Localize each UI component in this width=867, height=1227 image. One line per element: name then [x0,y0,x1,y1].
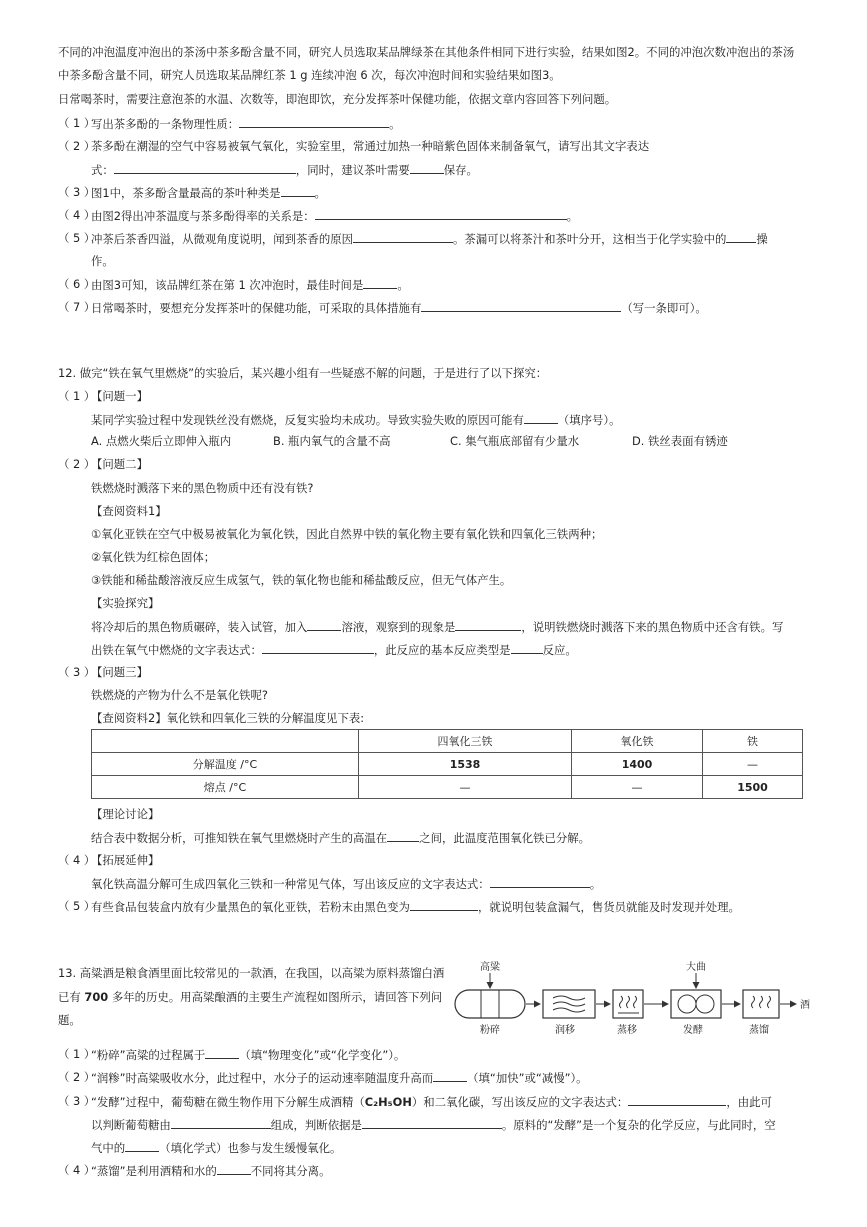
exp-text-f: 反应。 [542,643,577,657]
steaming-icon [613,990,643,1018]
table-header-cell: 铁 [703,730,803,753]
q13-2-text: “润糁”时高粱吸收水分，此过程中，水分子的运动速率随温度升高而 [91,1071,434,1085]
answer-blank[interactable] [125,1139,159,1152]
q13-1-text: “粉碎”高粱的过程属于 [91,1048,206,1062]
table-header-cell: 氧化铁 [572,730,703,753]
q13-line-3: 题。 [58,1013,81,1027]
q13-1 [91,1046,405,1063]
q12-4-tail: 。 [589,877,602,891]
q13-3-text-e: 组成，判断依据是 [270,1118,362,1132]
flow-step-label: 润移 [555,1025,575,1036]
exp-text-c: ，说明铁燃烧时溅落下来的黑色物质中还含有铁。写 [521,620,784,634]
q12-3-heading: 【问题三】 [91,665,148,679]
q11-2-line-1: 茶多酚在潮湿的空气中容易被氧气氧化，实验室里，常通过加热一种暗紫色固体来制备氧气，请写出其文字表达 [91,139,650,153]
q13-2 [91,1069,588,1086]
ref2-heading: 【查阅资料2】氧化铁和四氧化三铁的分解温度见下表: [91,711,365,725]
table-cell: 1538 [359,753,572,776]
q12-1-tail: （填序号）。 [557,413,621,427]
q13-text: 已有 [58,990,81,1004]
theory-text-b: 之间，此温度范围氧化铁已分解。 [419,831,591,845]
q12-3-question: 铁燃烧的产物为什么不是氧化铁呢? [91,688,268,702]
option-d: D. 铁丝表面有锈迹 [632,434,728,448]
q11-2-tail: 保存。 [443,163,478,177]
q11-7-tail: （写一条即可）。 [621,301,707,315]
answer-blank[interactable] [114,161,296,174]
q13-3-text: “发酵”过程中，葡萄糖在微生物作用下分解生成酒精（ [91,1095,365,1109]
flow-step-label: 粉碎 [480,1025,500,1036]
flow-output-jiu: 酒 [800,1000,810,1011]
flow-step-label: 蒸馏 [749,1025,769,1036]
q11-5-tail: 操 [756,232,768,246]
answer-blank[interactable] [490,875,590,888]
theory-text-a: 结合表中数据分析，可推知铁在氧气里燃烧时产生的高温在 [91,831,388,845]
ref1-item-3: ③铁能和稀盐酸溶液反应生成氢气，铁的氧化物也能和稀盐酸反应，但无气体产生。 [91,573,512,587]
theory-heading: 【理论讨论】 [91,807,160,821]
production-flow-diagram [453,960,853,1038]
exp-text-a: 将冷却后的黑色物质碾碎，装入试管，加入 [91,620,308,634]
q12-5-number: （ 5 ） [58,899,96,913]
q11-3 [91,184,326,201]
q11-6-tail: 。 [397,278,409,292]
q11-1-text: 写出茶多酚的一条物理性质： [91,117,240,131]
answer-blank[interactable] [421,299,621,312]
decomposition-table [91,729,803,799]
q11-4-text: 由图2得出冲茶温度与茶多酚得率的关系是： [91,209,315,223]
answer-blank[interactable] [410,161,444,174]
table-cell: 1400 [572,753,703,776]
q12-4-text-a: 氧化铁高温分解可生成四氧化三铁和一种常见气体，写出该反应的文字表达式： [91,877,490,891]
q13-3-text-c: ，由此可 [726,1095,772,1109]
q13-3-line-3 [91,1139,341,1156]
q11-2-text: 式： [91,163,114,177]
answer-blank[interactable] [628,1093,726,1106]
q11-2-text-b: ，同时，建议茶叶需要 [295,163,410,177]
q11-6-number: （ 6 ） [58,277,96,291]
q11-5-line-1 [91,230,768,247]
flow-input-daqu: 大曲 [686,962,706,973]
q13-3-line-2 [91,1116,776,1133]
q11-4-tail: 。 [566,209,579,223]
distillation-icon [743,990,779,1018]
ref1-item-2: ②氧化铁为红棕色固体； [91,550,216,564]
q12-2-question: 铁燃烧时溅落下来的黑色物质中还有没有铁? [91,481,314,495]
theory-text [91,829,590,846]
q13-3-number: （ 3 ） [58,1094,96,1108]
q11-1-tail: 。 [389,117,401,131]
option-b: B. 瓶内氧气的含量不高 [273,434,391,448]
q11-3-number: （ 3 ） [58,185,96,199]
q12-5-text [91,898,740,915]
answer-blank[interactable] [433,1069,467,1082]
q13-line-2 [58,989,442,1005]
intro-line-2: 中茶多酚含量不同，研究人员选取某品牌红茶 1 g 连续冲泡 6 次，每次冲泡时间和实验结果如图3。 [58,68,561,82]
q11-6 [91,276,409,293]
q11-3-text: 图1中，茶多酚含量最高的茶叶种类是 [91,186,281,200]
q11-4-number: （ 4 ） [58,208,96,222]
answer-blank[interactable] [362,1116,502,1129]
answer-blank[interactable] [511,641,543,654]
answer-blank[interactable] [455,618,521,631]
exp-text-d: 出铁在氧气中燃烧的文字表达式： [91,643,262,657]
flow-step-label: 蒸移 [617,1025,637,1036]
answer-blank[interactable] [239,115,389,128]
q13-4-tail: 不同将其分离。 [250,1164,331,1178]
answer-blank[interactable] [353,230,453,243]
q11-1-number: （ 1 ） [58,116,96,130]
table-header-row [92,730,803,753]
q13-1-number: （ 1 ） [58,1047,96,1061]
answer-blank[interactable] [387,829,419,842]
q11-5-line-2: 作。 [91,254,114,268]
q11-7 [91,299,707,316]
q12-2-heading: 【问题二】 [91,457,148,471]
experiment-line-1 [91,618,783,635]
q13-4-text: “蒸馏”是利用酒精和水的 [91,1164,217,1178]
answer-blank[interactable] [217,1162,251,1175]
exp-text-b: 溶液，观察到的现象是 [341,620,456,634]
q13-3-text-f: 。原料的“发酵”是一个复杂的化学反应，与此同时，空 [501,1118,776,1132]
experiment-line-2 [91,641,577,658]
moistening-icon [543,990,595,1018]
intro-line-1: 不同的冲泡温度冲泡出的茶汤中茶多酚含量不同，研究人员选取某品牌绿茶在其他条件相同下进行实验，结果如图2。不同的冲泡次数冲泡出的茶汤 [58,45,795,59]
intro-line-3: 日常喝茶时，需要注意泡茶的水温、次数等，即泡即饮，充分发挥茶叶保健功能，依据文章内容回答下列问题。 [58,92,617,106]
table-header-cell [92,730,359,753]
q13-2-number: （ 2 ） [58,1070,96,1084]
q11-5-text-b: 。茶漏可以将茶汁和茶叶分开，这相当于化学实验中的 [453,232,727,246]
fermentation-icon [671,990,721,1018]
q13-4-number: （ 4 ） [58,1163,96,1177]
q13-2-tail: （填“加快”或“减慢”）。 [467,1071,588,1085]
answer-blank[interactable] [281,184,315,197]
q12-3-number: （ 3 ） [58,665,96,679]
q13-years: 700 [84,990,109,1004]
table-cell: 熔点 /°C [92,776,359,799]
q13-line-1: 13. 高粱酒是粮食酒里面比较常见的一款酒，在我国，以高粱为原料蒸馏白酒 [58,966,445,980]
answer-blank[interactable] [410,898,478,911]
q12-1-question [91,411,621,428]
answer-blank[interactable] [315,207,567,220]
answer-blank[interactable] [524,411,558,424]
table-cell: 分解温度 /°C [92,753,359,776]
q11-1 [91,115,401,132]
answer-blank[interactable] [171,1116,271,1129]
crusher-icon [455,990,525,1018]
q11-5-number: （ 5 ） [58,231,96,245]
q11-5-text: 冲茶后茶香四溢，从微观角度说明，闻到茶香的原因 [91,232,353,246]
q11-2-number: （ 2 ） [58,139,96,153]
table-header-cell: 四氧化三铁 [359,730,572,753]
q13-3-text-d: 以判断葡萄糖由 [91,1118,171,1132]
q11-2-line-2 [91,161,478,178]
table-cell: — [703,753,803,776]
q12-4-text [91,875,601,892]
answer-blank[interactable] [307,618,341,631]
table-cell: — [359,776,572,799]
q12-1-text: 某同学实验过程中发现铁丝没有燃烧，反复实验均未成功。导致实验失败的原因可能有 [91,413,524,427]
answer-blank[interactable] [205,1046,239,1059]
flow-step-label: 发酵 [683,1025,703,1036]
q11-4 [91,207,578,224]
q13-3-tail: （填化学式）也参与发生缓慢氧化。 [159,1141,342,1155]
q13-text-b: 多年的历史。用高粱酿酒的主要生产流程如图所示，请回答下列问 [111,990,443,1004]
q13-3-text-b: ）和二氧化碳，写出该反应的文字表达式： [411,1095,629,1109]
q11-7-number: （ 7 ） [58,300,96,314]
q13-4 [91,1162,330,1179]
table-cell: 1500 [703,776,803,799]
answer-blank[interactable] [726,230,756,243]
exp-text-e: ，此反应的基本反应类型是 [373,643,511,657]
q12-title: 12. 做完“铁在氧气里燃烧”的实验后，某兴趣小组有一些疑惑不解的问题，于是进行了以下探究： [58,366,548,380]
q12-4-number: （ 4 ） [58,853,96,867]
table-cell: — [572,776,703,799]
q12-4-heading: 【拓展延伸】 [91,853,160,867]
q13-1-tail: （填“物理变化”或“化学变化”）。 [239,1048,406,1062]
answer-blank[interactable] [262,641,374,654]
ref1-item-1: ①氧化亚铁在空气中极易被氧化为氧化铁，因此自然界中铁的氧化物主要有氧化铁和四氧化三铁两种； [91,527,603,541]
option-c: C. 集气瓶底部留有少量水 [450,434,580,448]
experiment-heading: 【实验探究】 [91,596,160,610]
q13-3-line-1 [91,1093,772,1110]
flow-input-gaoliang: 高粱 [480,962,500,973]
option-a: A. 点燃火柴后立即伸入瓶内 [91,434,232,448]
q12-1-number: （ 1 ） [58,389,96,403]
ethanol-formula: C₂H₅OH [364,1095,412,1109]
q11-7-text: 日常喝茶时，要想充分发挥茶叶的保健功能，可采取的具体措施有 [91,301,422,315]
q11-6-text: 由图3可知，该品牌红茶在第 1 次冲泡时，最佳时间是 [91,278,364,292]
table-row [92,776,803,799]
q11-3-tail: 。 [314,186,326,200]
table-row [92,753,803,776]
q12-1-heading: 【问题一】 [91,389,148,403]
ref1-heading: 【查阅资料1】 [91,504,167,518]
q12-5-text-a: 有些食品包装盒内放有少量黑色的氧化亚铁，若粉末由黑色变为 [91,900,410,914]
q12-5-tail: ，就说明包装盒漏气，售货员就能及时发现并处理。 [477,900,740,914]
q13-3-text-g: 气中的 [91,1141,126,1155]
answer-blank[interactable] [363,276,397,289]
q12-2-number: （ 2 ） [58,457,96,471]
